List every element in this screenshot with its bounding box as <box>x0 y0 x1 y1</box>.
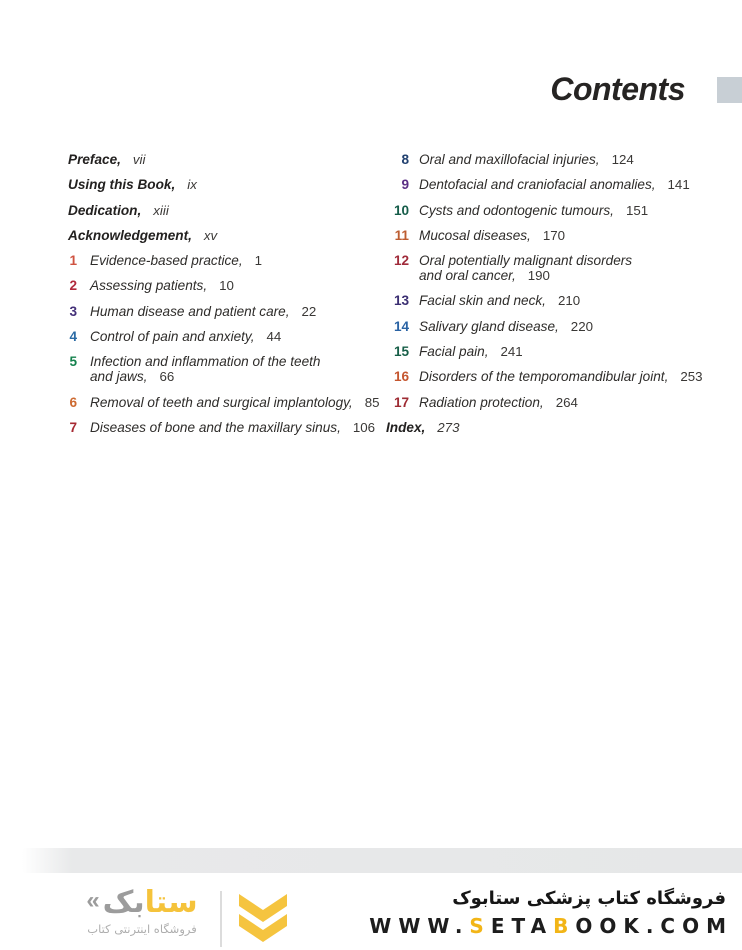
chapter-title: Facial skin and neck, <box>419 293 546 309</box>
url-segment-highlight: B <box>553 914 576 938</box>
front-matter-label: Preface, <box>68 152 121 167</box>
index-label: Index, <box>386 419 426 435</box>
toc-entry <box>68 395 390 410</box>
url-segment: ETA <box>490 914 554 938</box>
chapter-page: 220 <box>570 318 593 334</box>
chapter-number: 11 <box>394 227 409 243</box>
chapter-page: 1 <box>254 253 263 269</box>
chapter-number: 3 <box>69 303 77 319</box>
title-corner-square <box>717 77 742 103</box>
chapter-page: 66 <box>159 369 175 385</box>
url-segment: OOK.COM <box>575 914 733 938</box>
footer-store-info <box>369 888 733 938</box>
front-matter-entry <box>68 203 390 218</box>
chapter-number: 15 <box>394 344 410 360</box>
chapter-title: Facial pain, <box>419 344 489 360</box>
chapter-title-line2: and oral cancer, <box>419 268 516 284</box>
toc-entry <box>394 203 728 218</box>
chapter-number: 14 <box>394 318 410 334</box>
toc-entry <box>394 152 728 167</box>
url-segment: WWW. <box>369 914 470 938</box>
front-matter-page: xiii <box>153 202 169 218</box>
chapter-page: 151 <box>625 202 649 218</box>
chapter-number: 7 <box>69 419 77 435</box>
toc-entry <box>68 278 390 293</box>
chapter-page: 10 <box>219 278 234 294</box>
chapter-page: 190 <box>527 268 550 284</box>
toc-entry <box>394 344 728 359</box>
toc-entry <box>394 293 728 308</box>
chapter-title: Cysts and odontogenic tumours, <box>419 202 614 218</box>
chapter-title: Human disease and patient care, <box>90 303 290 319</box>
store-url <box>369 914 733 938</box>
chapter-number: 2 <box>69 278 77 294</box>
chapter-title: Oral potentially malignant disorders <box>419 253 633 269</box>
chapter-page: 85 <box>364 394 380 410</box>
wordmark-gray-part: بک <box>102 885 145 920</box>
chapter-title: Removal of teeth and surgical implantology, <box>90 394 353 410</box>
chapter-number: 1 <box>69 253 77 269</box>
chapter-number: 4 <box>69 329 77 345</box>
chapter-page: 264 <box>555 394 578 410</box>
toc-entry <box>394 228 728 243</box>
toc-entry <box>394 369 728 384</box>
url-segment-highlight: S <box>469 914 491 938</box>
double-chevron-icon <box>238 894 288 944</box>
front-matter-page: xv <box>203 227 218 243</box>
toc-entry <box>68 304 390 319</box>
front-matter-page: vii <box>132 152 146 167</box>
front-matter-label: Acknowledgement, <box>68 227 192 243</box>
front-matter-label: Dedication, <box>68 202 142 218</box>
chapter-title: Oral and maxillofacial injuries, <box>419 152 600 167</box>
footer-separator-band <box>22 848 742 873</box>
chapter-page: 170 <box>542 227 566 243</box>
chapter-title: Dentofacial and craniofacial anomalies, <box>419 177 656 193</box>
chapter-title: Salivary gland disease, <box>419 318 559 334</box>
logo-tagline: فروشگاه اینترنتی کتاب <box>87 922 197 936</box>
chapter-title: Infection and inflammation of the teeth <box>90 354 321 370</box>
chapter-page: 241 <box>500 344 523 360</box>
chapter-page: 253 <box>680 369 703 385</box>
toc-entry <box>68 329 390 344</box>
toc-entry <box>394 253 728 283</box>
chapter-title: Mucosal diseases, <box>419 227 531 243</box>
toc-entry <box>394 177 728 192</box>
chapter-title: Disorders of the temporomandibular joint, <box>419 369 669 385</box>
front-matter-page: ix <box>187 177 197 193</box>
front-matter-entry <box>68 228 390 243</box>
chapter-page: 44 <box>266 329 282 345</box>
toc-left-column <box>68 152 390 445</box>
chapter-number: 6 <box>69 394 77 410</box>
chapter-number: 8 <box>401 152 409 167</box>
chapter-page: 210 <box>557 293 581 309</box>
chapter-page: 141 <box>667 177 690 193</box>
page-title: Contents <box>550 71 685 107</box>
chapter-number: 17 <box>394 394 410 410</box>
chapter-title: Diseases of bone and the maxillary sinus, <box>90 419 341 435</box>
chapter-number: 5 <box>69 354 77 370</box>
chapter-number: 12 <box>394 253 410 269</box>
chapter-number: 16 <box>394 369 410 385</box>
toc-right-column <box>386 152 728 445</box>
chapter-title-line2: and jaws, <box>90 369 148 385</box>
index-page: 273 <box>437 419 460 435</box>
front-matter-entry <box>68 177 390 192</box>
index-entry <box>386 420 728 435</box>
setabook-wordmark <box>72 885 212 920</box>
chapter-page: 124 <box>611 152 634 167</box>
front-matter-label: Using this Book, <box>68 177 176 193</box>
toc-entry <box>68 420 390 435</box>
chapter-number: 13 <box>394 293 410 309</box>
chapter-title: Evidence-based practice, <box>90 253 243 269</box>
wordmark-yellow-part: ستا <box>144 885 198 920</box>
chapter-number: 9 <box>401 177 409 193</box>
front-matter-entry <box>68 152 390 167</box>
chapter-page: 22 <box>301 303 317 319</box>
store-name-persian: فروشگاه کتاب پزشکی ستابوک <box>452 888 726 909</box>
toc-entry <box>68 253 390 268</box>
chapter-page: 106 <box>352 419 376 435</box>
chapter-title: Radiation protection, <box>419 394 544 410</box>
toc-entry <box>394 395 728 410</box>
toc-entry <box>68 354 390 384</box>
setabook-logo <box>72 885 212 936</box>
logo-divider <box>220 891 222 947</box>
chapter-number: 10 <box>394 202 410 218</box>
guillemet-icon: « <box>86 887 100 914</box>
toc-entry <box>394 319 728 334</box>
chapter-title: Assessing patients, <box>90 278 208 294</box>
chapter-title: Control of pain and anxiety, <box>90 329 255 345</box>
